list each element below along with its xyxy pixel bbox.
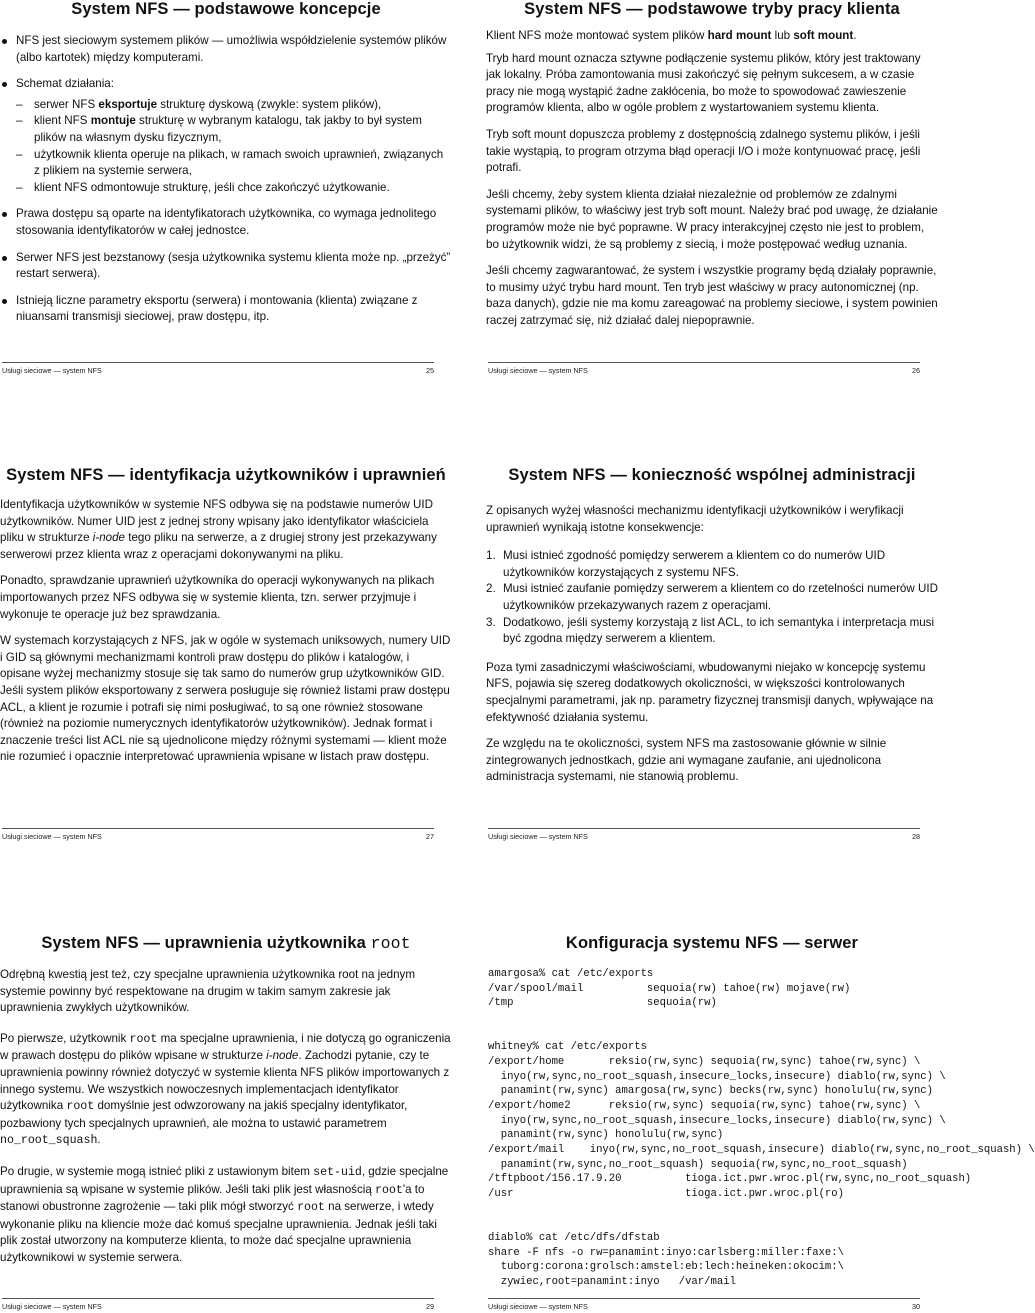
code-block: whitney% cat /etc/exports /export/home reksio(rw,sync) sequoia(rw,sync) tahoe(rw,sync) \ inyo(rw,sync,no_root_squash,insecure_locks,insecure) diablo(rw,sync) \ panamint(rw,sync) amargosa(rw,sync) becks(rw,sync) honolulu(rw,sync) /export/home2 reksio(rw,sync) sequoia(rw,sync) tahoe(rw,sync) \ inyo(rw,sync,no_root_squash,insecure_locks,insecure) diablo(rw,sync) \ panamint(rw,sync) honolulu(rw,sync) /export/mail inyo(rw,sync,no_root_squash,insecure) diablo(rw,sync,no_root_squash) \ panamint(rw,sync,no_root_squash) sequoia(rw,sync,no_root_squash) /tftpboot/156.17.9.20 tioga.ict.pwr.wroc.pl(rw,sync,no_root_squash) /usr tioga.ict.pwr.wroc.pl(ro) [488, 1041, 1035, 1201]
page-number: 27 [426, 832, 434, 841]
slide-title: System NFS — podstawowe tryby pracy klienta [524, 0, 900, 18]
list-item [486, 615, 938, 648]
page-number: 28 [912, 832, 920, 841]
paragraph: Klient NFS może montować system plików hard mount lub soft mount. [486, 29, 857, 42]
list-item: NFS jest sieciowym systemem plików — umożliwia współdzielenie systemów plików (albo kartotek) między komputerami. [0, 33, 452, 66]
footer-text: Usługi sieciowe — system NFS [488, 1302, 588, 1311]
page-number: 25 [426, 366, 434, 375]
footer-text: Usługi sieciowe — system NFS [2, 366, 102, 375]
slide-title: System NFS — konieczność wspólnej administracji [508, 466, 916, 484]
list-item: Schemat działania: – serwer NFS eksportuje strukturę dyskową (zwykle: system plików), – klient NFS montuje strukturę w wybranym katalogu, tak jakby to był system plików na własnym dysku fizycznym, – użytkownik klienta operuje na plikach, w ramach swoich uprawnień, związanych z plikiem na systemie serwera, – klient NFS odmontowuje strukturę, jeśli chce zakończyć użytkowanie. [0, 76, 452, 196]
sub-list [16, 97, 452, 197]
slide-footer [488, 362, 920, 375]
slide-title: System NFS — uprawnienia użytkownika root [41, 934, 411, 953]
item-number: 1. [486, 549, 496, 563]
slide-footer [2, 1298, 434, 1311]
paragraph: Jeśli chcemy, żeby system klienta działał niezależnie od problemów ze zdalnymi systemami plików, to właściwy jest tryb soft mount. Należy brać pod uwagę, że działanie programów może nie być poprawne. W pracy interakcyjnej często nie jest to problem, bo użytkownik widzi, że są problemy z siecią, i może postępować według uznania. [486, 187, 938, 251]
slide-footer [488, 1298, 920, 1311]
slide-footer [488, 828, 920, 841]
list-item: Prawa dostępu są oparte na identyfikatorach użytkownika, co wymaga jednolitego stosowania identyfikatorów w całej jednostce. [0, 206, 452, 239]
slide-body [486, 967, 1035, 1290]
slide-28 [486, 466, 938, 796]
paragraph: Poza tymi zasadniczymi właściwościami, wbudowanymi niejako w koncepcję systemu NFS, pojawia się szereg dodatkowych okoliczności, w większości kontrolowanych specjalnymi parametrami, jak np. parametry fizycznej transmisji danych, wpływające na efektywność działania systemu. [486, 660, 934, 724]
list-item [486, 581, 938, 614]
slide-body [0, 497, 452, 766]
item-number: 3. [486, 615, 496, 629]
slide-title: System NFS — identyfikacja użytkowników i uprawnień [6, 466, 446, 484]
item-text: Dodatkowo, jeśli systemy korzystają z list ACL, to ich semantyka i interpretacja musi być zgodna między serwerem a klientem. [503, 615, 935, 646]
slide-27 [0, 466, 452, 776]
list-item: Istnieją liczne parametry eksportu (serwera) i montowania (klienta) związane z niuansami transmisji sieciowej, praw dostępu, itp. [0, 293, 452, 326]
sub-list-item: – serwer NFS eksportuje strukturę dyskową (zwykle: system plików), [16, 97, 452, 114]
page-number: 30 [912, 1302, 920, 1311]
slide-body [0, 33, 452, 326]
sub-list-item: – klient NFS montuje strukturę w wybranym katalogu, tak jakby to był system plików na własnym dysku fizycznym, [16, 113, 452, 146]
sub-list-item: – klient NFS odmontowuje strukturę, jeśli chce zakończyć użytkowanie. [16, 180, 452, 197]
slide-body [486, 503, 938, 786]
paragraph: Jeśli chcemy zagwarantować, że system i wszystkie programy będą działały poprawnie, to musimy użyć trybu hard mount. Ten tryb jest właściwy w pracy autonomicznej (np. baza danych), gdzie nie ma komu zareagować na problemy sieciowe, i system powinien raczej zatrzymać się, niż działać dalej niepoprawnie. [486, 264, 938, 327]
footer-text: Usługi sieciowe — system NFS [488, 832, 588, 841]
footer-text: Usługi sieciowe — system NFS [488, 366, 588, 375]
paragraph: Ze względu na te okoliczności, system NFS ma zastosowanie głównie w silnie zintegrowanych jednostkach, gdzie ani wymagane zaufanie, ani ujednolicona administracja systemami, nie stanowią problemu. [486, 737, 887, 784]
paragraph: W systemach korzystających z NFS, jak w ogóle w systemach uniksowych, numery UID i GID są głównymi mechanizmami kontroli praw dostępu do plików i katalogów, i opisane wyżej mechanizmy stosuje się tak samo do numerów grup użytkowników GID. Jeśli system plików eksportowany z serwera posługuje się również listami praw dostępu ACL, a klient je rozumie i potrafi się nimi posługiwać, to są one również stosowane (również na poziomie numerycznych identyfikatorów użytkowników). Jednak format i znaczenie treści list ACL nie są ujednolicone między różnymi systemami — klient może nie rozumieć i opacznie interpretować uprawnienia wpisane w listach praw dostępu. [0, 634, 451, 764]
paragraph: Tryb soft mount dopuszcza problemy z dostępnością zdalnego systemu plików, i jeśli takie wystąpią, to program otrzyma błąd operacji I/O i może kontynuować pracę, jeśli potrafi. [486, 127, 921, 175]
page-number: 29 [426, 1302, 434, 1311]
list-item: Serwer NFS jest bezstanowy (sesja użytkownika systemu klienta może np. „przeżyć” restart serwera). [0, 250, 452, 283]
numbered-list [486, 548, 938, 648]
slide-footer [2, 362, 434, 375]
footer-text: Usługi sieciowe — system NFS [2, 1302, 102, 1311]
code-block: diablo% cat /etc/dfs/dfstab share -F nfs -o rw=panamint:inyo:carlsberg:miller:faxe:\ tuborg:corona:grolsch:amstel:eb:lech:heineken:okocim:\ zywiec,root=panamint:inyo /var/mail [488, 1231, 845, 1288]
footer-text: Usługi sieciowe — system NFS [2, 832, 102, 841]
paragraph: Po pierwsze, użytkownik root ma specjalne uprawnienia, i nie dotyczą go ograniczenia w prawach dostępu do plików wpisane w strukturze i-node. Zachodzi pytanie, czy te uprawnienia powinny również dotyczyć w systemie klienta NFS plików importowanych z innego systemu. We wszystkich nowoczesnych implementacjach identyfikator użytkownika root domyślnie jest odwzorowany na jakiś specjalny identyfikator, pozbawiony tych specjalnych uprawnień, ale można to ustawić parametrem no_root_squash. [0, 1031, 451, 1148]
slide-body [486, 28, 938, 330]
paragraph: Tryb hard mount oznacza sztywne podłączenie systemu plików, który jest traktowany jak lokalny. Próba zamontowania musi zakończyć się pełnym sukcesem, a w czasie pracy nie mogą wystąpić żadne zakłócenia, bo może to spowodować zawieszenie programów klienta, albo w ogóle problem z wystartowaniem systemu klienta. [486, 51, 921, 115]
item-text: Musi istnieć zaufanie pomiędzy serwerem a klientem co do rzetelności numerów UID użytkowników przekazywanych razem z operacjami. [503, 582, 938, 612]
list-item [486, 548, 938, 581]
slide-body [0, 967, 452, 1267]
paragraph: Po drugie, w systemie mogą istnieć pliki z ustawionym bitem set-uid, gdzie specjalne uprawnienia są wpisane w systemie plików. Jeśli taki plik jest własnością root'a to stanowi obustronne zagrożenie — taki plik mógł stworzyć root na serwerze, i wtedy wykonanie pliku na kliencie może dać komuś specjalne uprawnienia. Jednak jeśli taki plik został utworzony na komputerze klienta, to może dać specjalne uprawnienia użytkownikowi w systemie serwera. [0, 1164, 449, 1264]
sub-list-item: – użytkownik klienta operuje na plikach, w ramach swoich uprawnień, związanych z plikiem na systemie serwera, [16, 147, 452, 180]
item-text: Musi istnieć zgodność pomiędzy serwerem a klientem co do numerów UID użytkowników korzystających z systemu NFS. [503, 549, 886, 579]
paragraph: Odrębną kwestią jest też, czy specjalne uprawnienia użytkownika root na jednym systemie powinny być respektowane na drugim w takim samym zakresie jak uprawnienia zwykłych użytkowników. [0, 968, 416, 1015]
paragraph: Z opisanych wyżej własności mechanizmu identyfikacji użytkowników i weryfikacji uprawnień wynikają istotne konsekwencje: [486, 504, 904, 534]
paragraph: Ponadto, sprawdzanie uprawnień użytkownika do operacji wykonywanych na plikach importowanych przez NFS odbywa się w systemie klienta, tzn. serwer przyjmuje i wykonuje te operacje już bez sprawdzania. [0, 574, 435, 621]
item-number: 2. [486, 582, 496, 596]
paragraph: Identyfikacja użytkowników w systemie NFS odbywa się na podstawie numerów UID użytkowników. Numer UID jest z jednej strony wpisany jako identyfikator właściciela pliku w strukturze i-node tego pliku na serwerze, a z drugiej strony jest przekazywany serwerowi przez klienta wraz z operacjami dokonywanymi na pliku. [0, 498, 437, 561]
slide-footer [2, 828, 434, 841]
slide-25 [0, 0, 452, 336]
slide-30 [486, 934, 1035, 1290]
slide-29 [0, 934, 452, 1277]
slide-26 [486, 0, 938, 340]
page-number: 26 [912, 366, 920, 375]
slide-title: Konfiguracja systemu NFS — serwer [565, 934, 859, 952]
slide-title: System NFS — podstawowe koncepcje [71, 0, 381, 18]
code-block: amargosa% cat /etc/exports /var/spool/mail sequoia(rw) tahoe(rw) mojave(rw) /tmp sequoia(rw) [488, 968, 851, 1010]
bullet-list [0, 33, 452, 326]
